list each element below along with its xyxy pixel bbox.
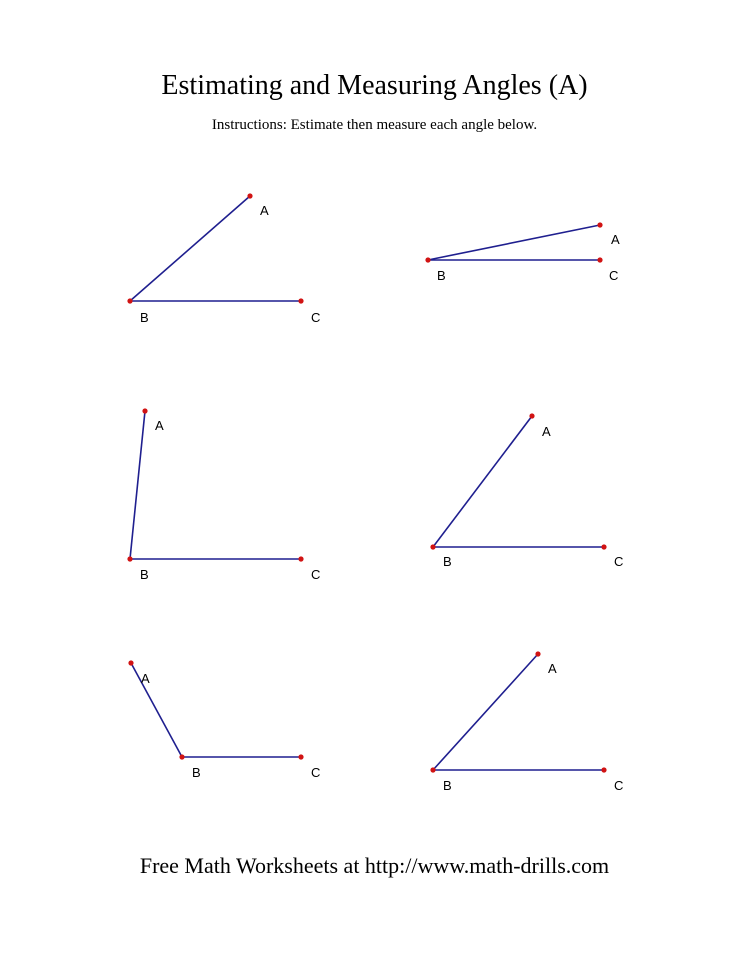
angle-1-point-c (298, 298, 303, 303)
angle-6-label-a: A (548, 661, 557, 676)
angle-6-ray-ba (433, 654, 538, 770)
angle-4-label-c: C (614, 554, 624, 569)
angle-4-ray-ba (433, 416, 532, 547)
angle-3-ray-ba (130, 411, 145, 559)
worksheet-footer: Free Math Worksheets at http://www.math-drills.com (139, 853, 610, 878)
angle-3-point-a (142, 408, 147, 413)
angle-5-label-c: C (311, 765, 321, 780)
angle-5-point-b (179, 754, 184, 759)
worksheet-title: Estimating and Measuring Angles (A) (161, 70, 588, 101)
angle-4-label-a: A (542, 424, 551, 439)
worksheet-instructions: Instructions: Estimate then measure each angle below. (211, 117, 538, 133)
angle-6-point-a (535, 651, 540, 656)
angle-3 (127, 408, 320, 582)
angle-6-label-b: B (443, 778, 452, 793)
angle-1-ray-ba (130, 196, 250, 301)
angle-3-label-c: C (311, 567, 321, 582)
angle-6 (430, 651, 623, 793)
angle-2-label-a: A (611, 232, 620, 247)
angle-3-point-c (298, 556, 303, 561)
angle-3-label-b: B (140, 567, 149, 582)
angle-4-label-b: B (443, 554, 452, 569)
angle-5-label-b: B (192, 765, 201, 780)
angle-6-point-b (430, 767, 435, 772)
angle-5-label-a: A (141, 671, 150, 686)
angle-3-point-b (127, 556, 132, 561)
angle-6-point-c (601, 767, 606, 772)
angle-2-label-c: C (609, 268, 619, 283)
angle-1-label-c: C (311, 310, 321, 325)
angle-2 (425, 222, 620, 283)
angle-1 (127, 193, 320, 325)
angle-5-point-c (298, 754, 303, 759)
angle-1-point-a (247, 193, 252, 198)
angle-4-point-a (529, 413, 534, 418)
angle-2-ray-ba (428, 225, 600, 260)
angle-6-label-c: C (614, 778, 624, 793)
angle-5-point-a (128, 660, 133, 665)
angle-4-point-b (430, 544, 435, 549)
angle-2-point-b (425, 257, 430, 262)
angle-4-point-c (601, 544, 606, 549)
angle-3-label-a: A (155, 418, 164, 433)
angle-2-point-a (597, 222, 602, 227)
angle-2-label-b: B (437, 268, 446, 283)
angle-2-point-c (597, 257, 602, 262)
angle-5 (128, 660, 320, 780)
angle-1-label-a: A (260, 203, 269, 218)
angle-1-label-b: B (140, 310, 149, 325)
angle-4 (430, 413, 623, 569)
angle-1-point-b (127, 298, 132, 303)
angle-5-ray-ba (131, 663, 182, 757)
